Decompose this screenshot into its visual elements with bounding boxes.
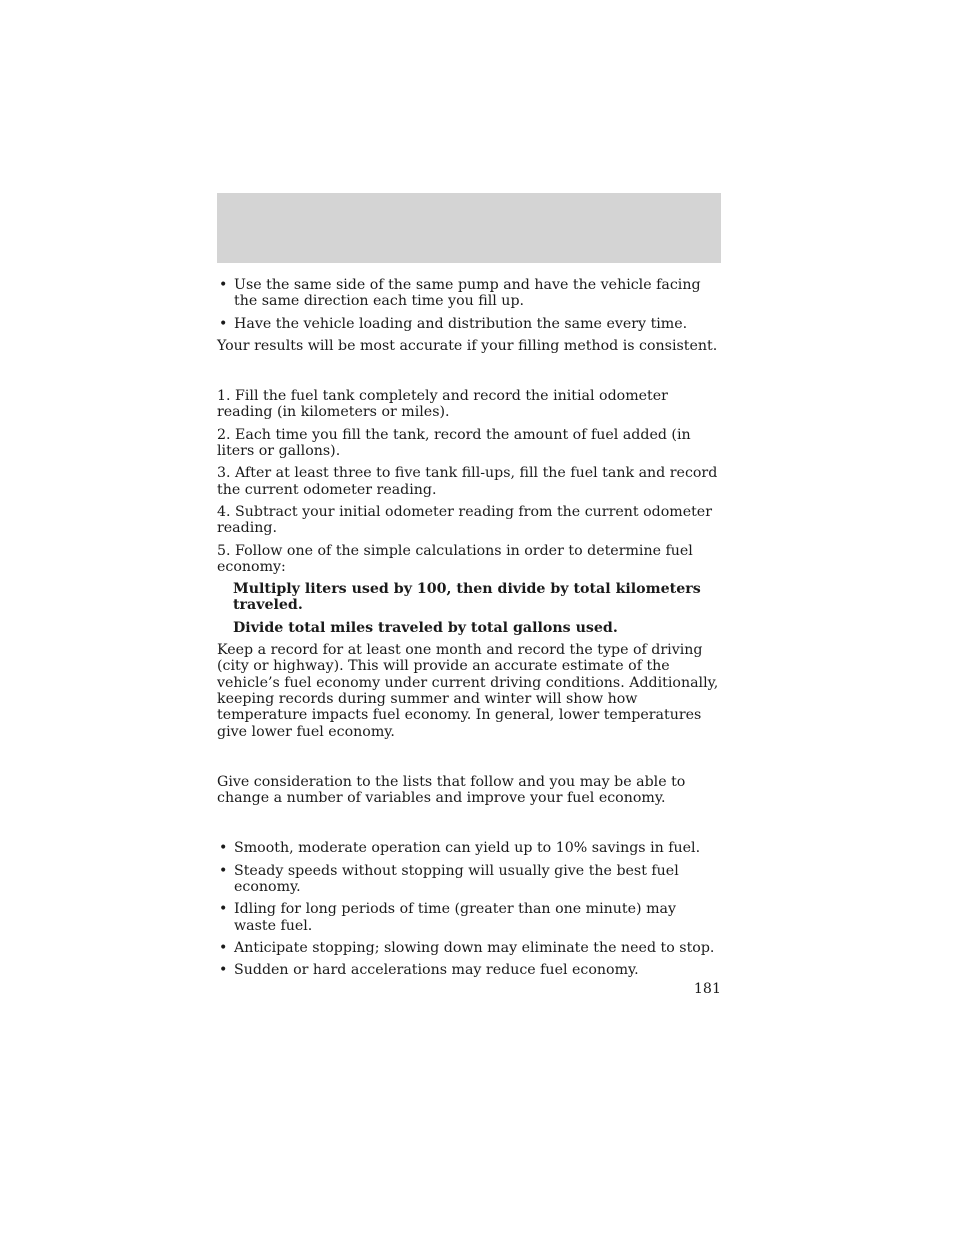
step-3: 3. After at least three to five tank fill-ups, fill the fuel tank and record the current odometer reading. — [217, 465, 718, 498]
bullet-icon: • — [219, 862, 228, 879]
record-keeping-note: Keep a record for at least one month and record the type of driving (city or highway). This will provide an accurate estimate of the vehicle’s fuel economy under current driving conditions. Additionally, keeping records during summer and winter will show how temperature impacts fuel economy. In general, lower temperatures give lower fuel economy. — [217, 642, 719, 740]
bullet-icon: • — [219, 939, 228, 956]
consideration-intro: Give consideration to the lists that follow and you may be able to change a number of variables and improve your fuel economy. — [217, 773, 686, 807]
list-item — [217, 316, 721, 332]
bullet-text: Have the vehicle loading and distribution the same every time. — [234, 315, 688, 332]
list-item — [217, 840, 721, 856]
bullet-text: Sudden or hard accelerations may reduce fuel economy. — [234, 962, 639, 979]
section-gap — [217, 360, 721, 388]
bullet-icon: • — [219, 315, 228, 332]
step-2: 2. Each time you fill the tank, record the amount of fuel added (in liters or gallons). — [217, 426, 691, 460]
step-4: 4. Subtract your initial odometer reading from the current odometer reading. — [217, 503, 712, 537]
page-content — [217, 277, 721, 985]
list-item — [217, 901, 721, 934]
bullet-icon: • — [219, 901, 228, 918]
bullet-icon: • — [219, 277, 228, 293]
metric-formula: Multiply liters used by 100, then divide by total kilometers traveled. — [233, 581, 701, 614]
bullet-text: Anticipate stopping; slowing down may eliminate the need to stop. — [234, 939, 715, 956]
list-item — [217, 962, 721, 978]
page-number: 181 — [693, 981, 721, 997]
step-1: 1. Fill the fuel tank completely and record the initial odometer reading (in kilometers or miles). — [217, 388, 668, 421]
section-gap — [217, 746, 721, 774]
consistency-note: Your results will be most accurate if your filling method is consistent. — [217, 337, 718, 354]
list-item — [217, 863, 721, 896]
imperial-formula: Divide total miles traveled by total gallons used. — [233, 619, 618, 636]
bullet-icon: • — [219, 962, 228, 979]
bullet-text: Idling for long periods of time (greater than one minute) may waste fuel. — [234, 901, 677, 934]
bullet-text: Smooth, moderate operation can yield up to 10% savings in fuel. — [234, 840, 701, 857]
list-item — [217, 277, 721, 310]
bullet-text: Use the same side of the same pump and have the vehicle facing the same direction each time you fill up. — [234, 277, 701, 310]
bullet-icon: • — [219, 840, 228, 857]
section-gap — [217, 812, 721, 840]
header-band — [217, 193, 721, 263]
bullet-text: Steady speeds without stopping will usually give the best fuel economy. — [234, 862, 679, 896]
list-item — [217, 940, 721, 956]
step-5: 5. Follow one of the simple calculations in order to determine fuel economy: — [217, 542, 693, 575]
